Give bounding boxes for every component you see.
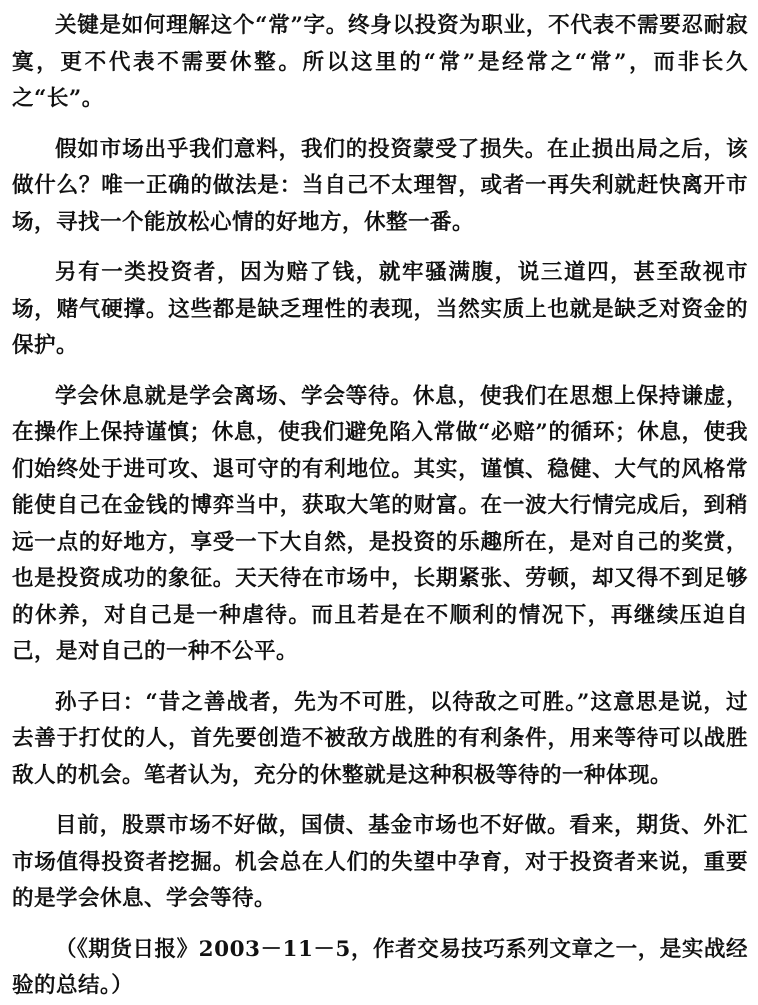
source-note: （《期货日报》2003－11－5，作者交易技巧系列文章之一，是实战经验的总结。）	[12, 936, 748, 998]
paragraph-6: 目前，股票市场不好做，国债、基金市场也不好做。看来，期货、外汇市场值得投资者挖掘。机会总在人们的失望中孕育，对于投资者来说，重要的是学会休息、学会等待。	[12, 813, 748, 911]
paragraph-4: 学会休息就是学会离场、学会等待。休息，使我们在思想上保持谦虚，在操作上保持谨慎；休息，使我们避免陷入常做“必赔”的循环；休息，使我们始终处于进可攻、退可守的有利地位。其实，谨慎、稳健、大气的风格常能使自己在金钱的博弈当中，获取大笔的财富。在一波大行情完成后，到稍远一点的好地方，享受一下大自然，是投资的乐趣所在，是对自己的奖赏，也是投资成功的象征。天天待在市场中，长期紧张、劳顿，却又得不到足够的休养，对自己是一种虐待。而且若是在不顺利的情况下，再继续压迫自己，是对自己的一种不公平。	[12, 383, 748, 664]
paragraph-5: 孙子曰：“昔之善战者，先为不可胜，以待敌之可胜。”这意思是说，过去善于打仗的人，首先要创造不被敌方战胜的有利条件，用来等待可以战胜敌人的机会。笔者认为，充分的休整就是这种积极等待的一种体现。	[12, 689, 748, 788]
paragraph-1: 关键是如何理解这个“常”字。终身以投资为职业，不代表不需要忍耐寂寞，更不代表不需要休整。所以这里的“常”是经常之“常”，而非长久之“长”。	[12, 13, 748, 111]
paragraph-2: 假如市场出乎我们意料，我们的投资蒙受了损失。在止损出局之后，该做什么？唯一正确的做法是：当自己不太理智，或者一再失利就赶快离开市场，寻找一个能放松心情的好地方，休整一番。	[12, 136, 748, 235]
paragraph-3: 另有一类投资者，因为赔了钱，就牢骚满腹，说三道四，甚至敌视市场，赌气硬撑。这些都是缺乏理性的表现，当然实质上也就是缺乏对资金的保护。	[12, 260, 748, 358]
